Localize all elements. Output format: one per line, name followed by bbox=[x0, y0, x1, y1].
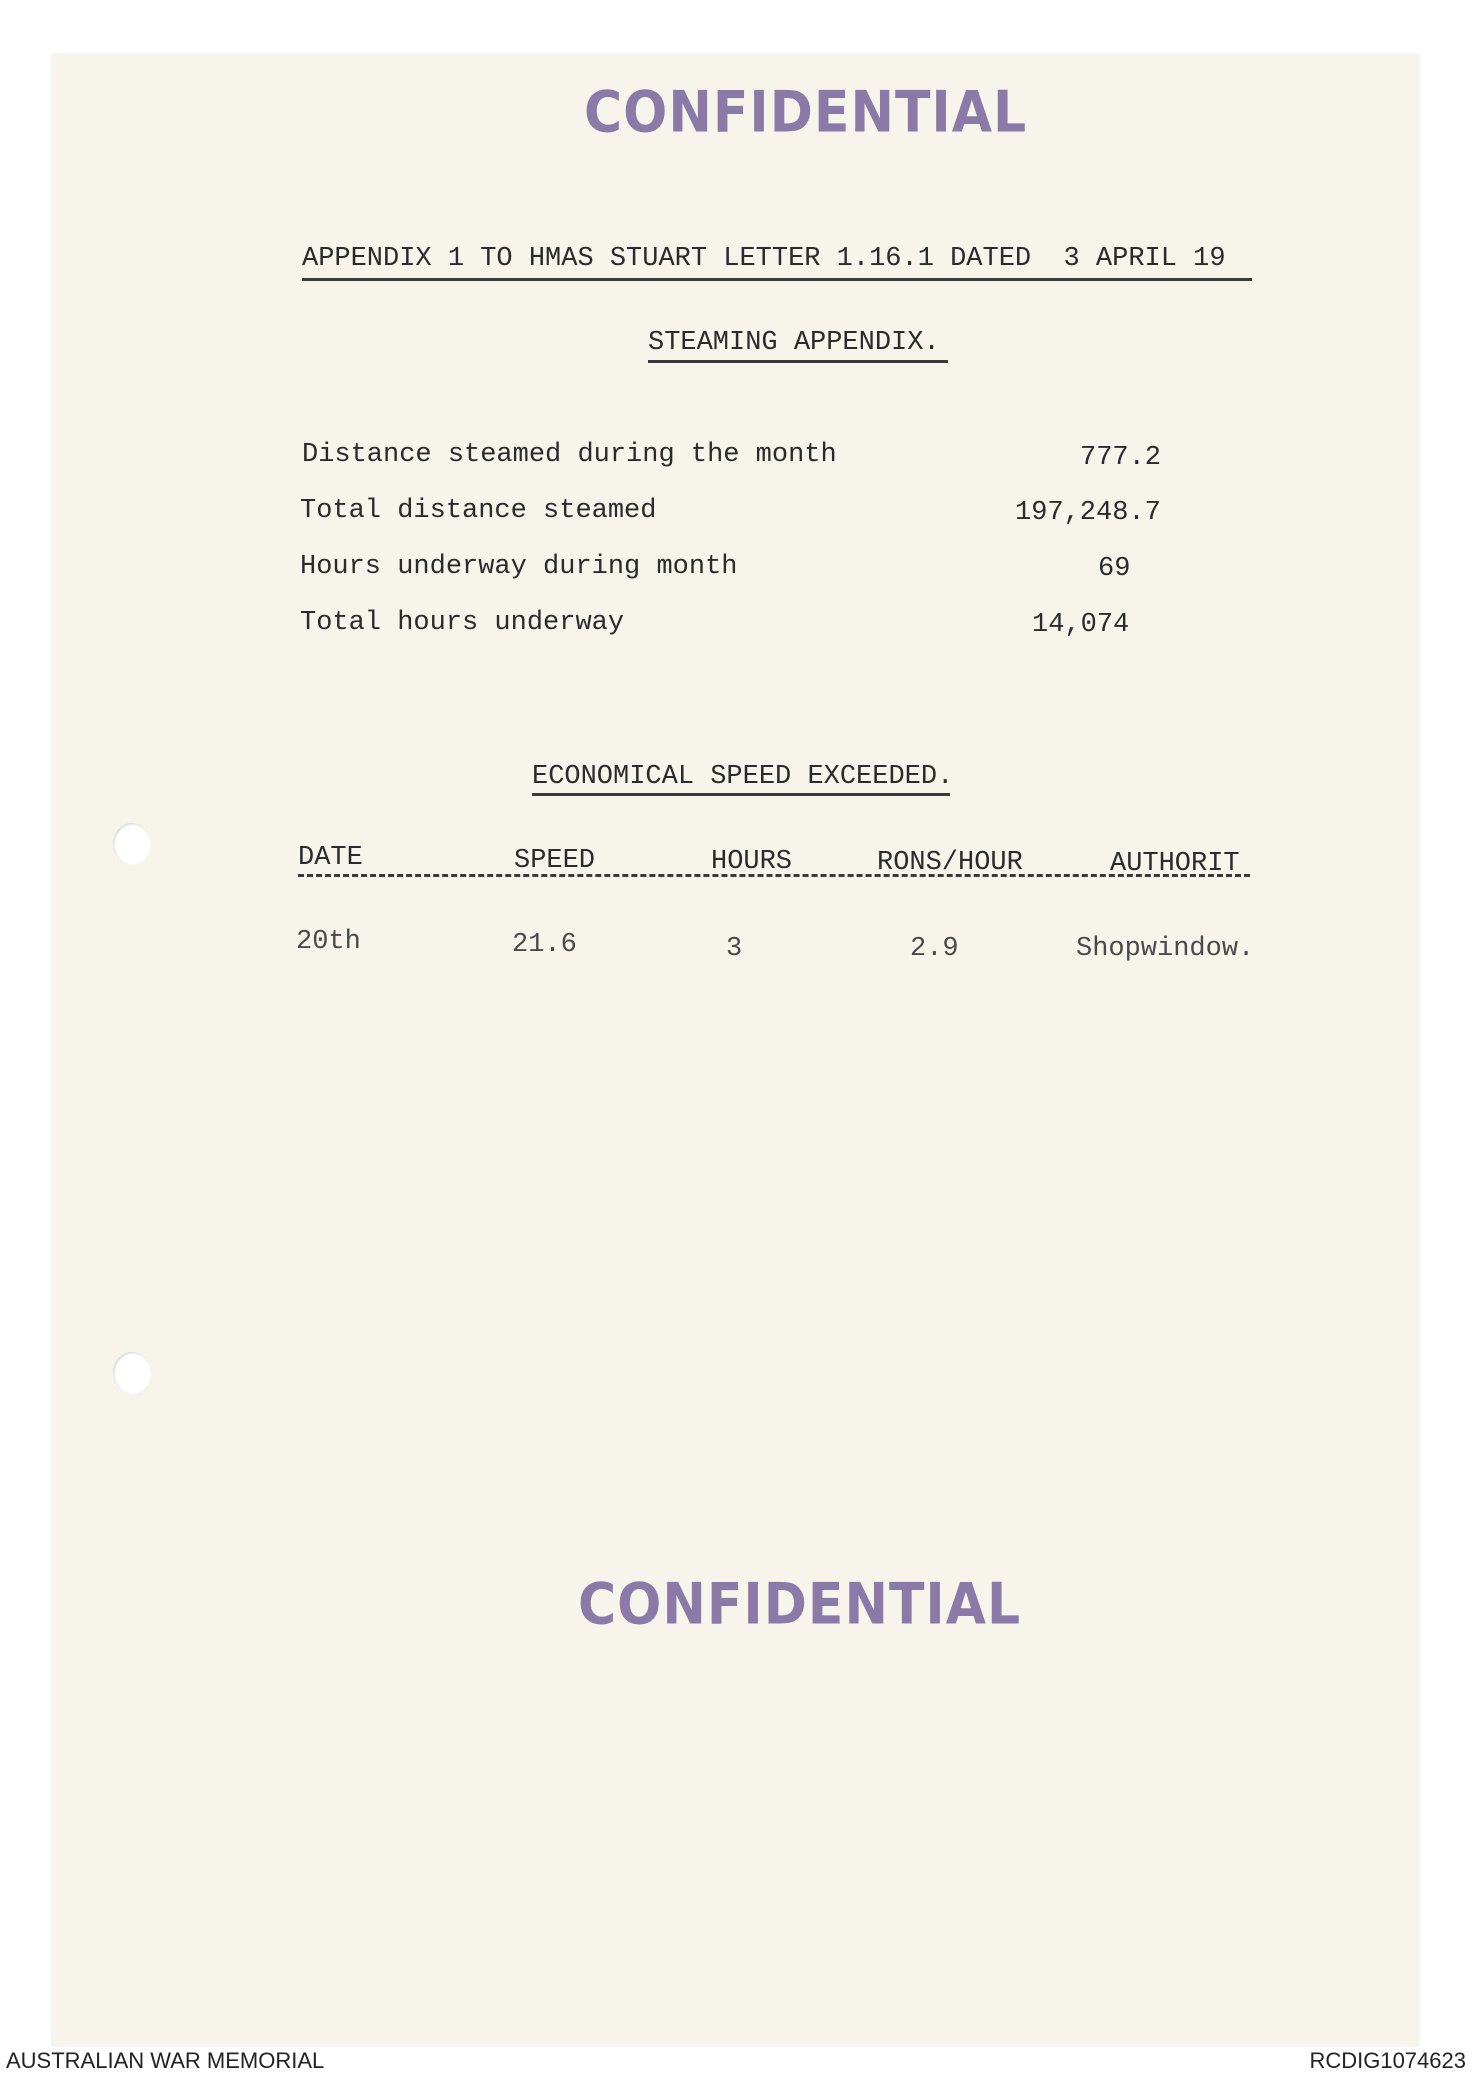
row-hours: 3 bbox=[726, 934, 743, 964]
steaming-label-total-hours: Total hours underway bbox=[300, 608, 625, 638]
steaming-value-total-distance: 197,248.7 bbox=[1015, 498, 1161, 528]
column-header-authority: AUTHORIT bbox=[1110, 849, 1240, 879]
punch-hole-lower bbox=[113, 1352, 151, 1394]
steaming-label-hours-month: Hours underway during month bbox=[300, 552, 738, 582]
economical-heading-underline bbox=[532, 793, 950, 796]
economical-heading: ECONOMICAL SPEED EXCEEDED. bbox=[532, 762, 954, 792]
confidential-stamp-top: CONFIDENTIAL bbox=[584, 80, 1028, 146]
footer-archive-name: AUSTRALIAN WAR MEMORIAL bbox=[6, 2048, 325, 2073]
footer-record-id: RCDIG1074623 bbox=[1309, 2048, 1466, 2073]
steaming-value-distance-month: 777.2 bbox=[1080, 443, 1162, 473]
confidential-stamp-bottom: CONFIDENTIAL bbox=[578, 1572, 1022, 1638]
row-authority: Shopwindow. bbox=[1076, 934, 1255, 964]
steaming-heading-underline bbox=[648, 360, 948, 363]
steaming-label-total-distance: Total distance steamed bbox=[300, 496, 657, 526]
steaming-value-hours-month: 69 bbox=[1098, 554, 1131, 584]
column-header-underline bbox=[298, 874, 1250, 877]
column-header-speed: SPEED bbox=[514, 846, 596, 876]
appendix-title: APPENDIX 1 TO HMAS STUART LETTER 1.16.1 DATED 3 APRIL 19 bbox=[302, 244, 1226, 274]
steaming-label-distance-month: Distance steamed during the month bbox=[302, 440, 837, 470]
column-header-hours: HOURS bbox=[711, 847, 793, 877]
steaming-value-total-hours: 14,074 bbox=[1032, 610, 1130, 640]
column-header-rons-per-hour: RONS/HOUR bbox=[877, 848, 1023, 878]
punch-hole-upper bbox=[113, 823, 151, 865]
appendix-title-underline bbox=[302, 278, 1252, 281]
column-header-date: DATE bbox=[298, 843, 363, 873]
row-date: 20th bbox=[296, 927, 361, 957]
steaming-heading: STEAMING APPENDIX. bbox=[648, 328, 940, 358]
row-rons-per-hour: 2.9 bbox=[910, 934, 959, 964]
row-speed: 21.6 bbox=[512, 930, 577, 960]
